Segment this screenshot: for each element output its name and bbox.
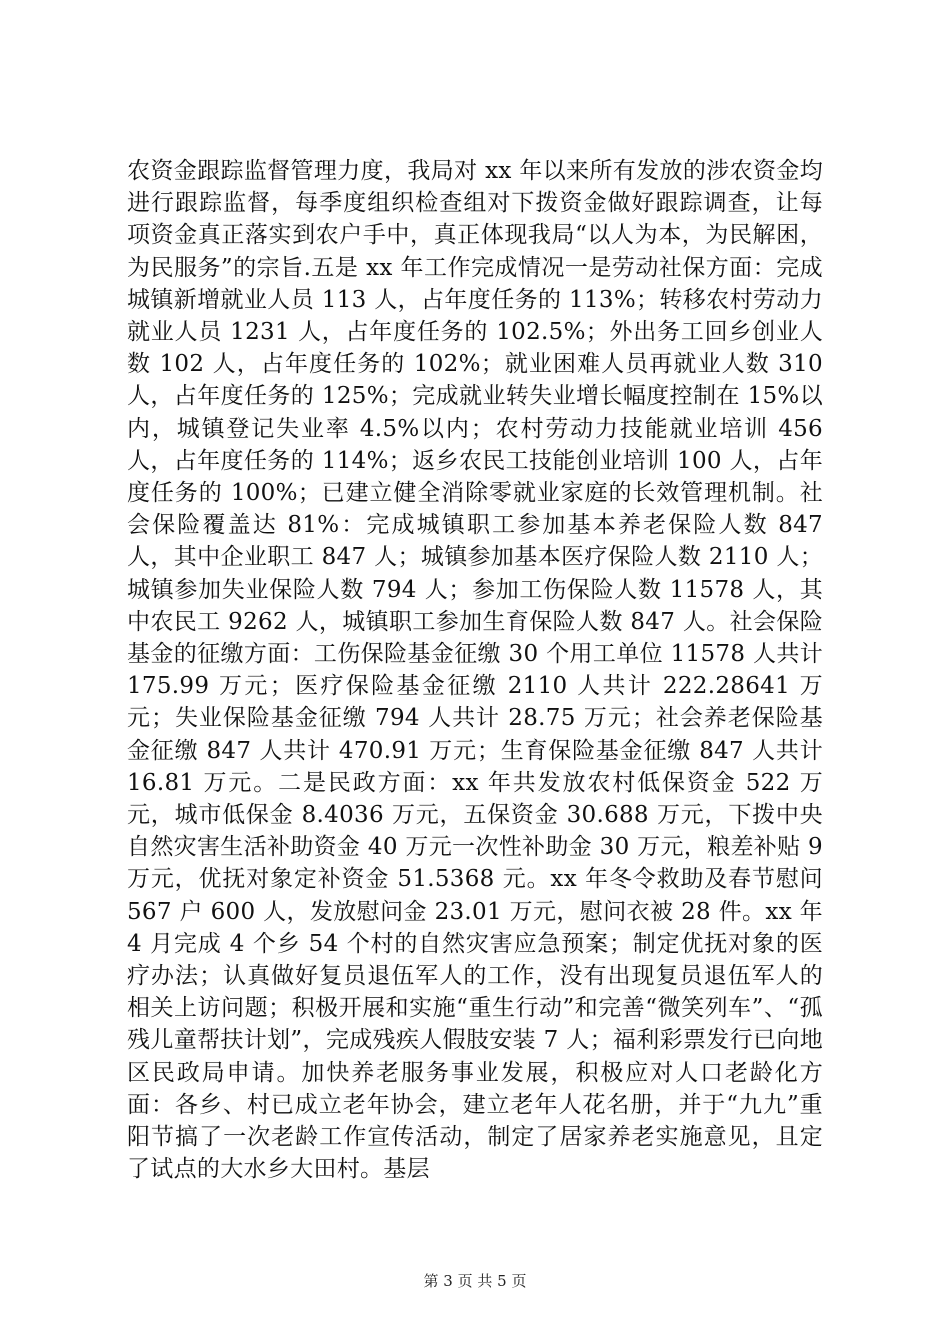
page-footer: 第 3 页 共 5 页 — [423, 1272, 527, 1290]
body-paragraph: 农资金跟踪监督管理力度，我局对 xx 年以来所有发放的涉农资金均进行跟踪监督，每季度组织检查组对下拨资金做好跟踪调查，让每项资金真正落实到农户手中，真正体现我局“以人为本，为民解困，为民服务”的宗旨.五是 xx 年工作完成情况一是劳动社保方面：完成城镇新增就业人员 113 人，占年度任务的 113%；转移农村劳动力就业人员 1231 人，占年度任务的 102.5%；外出务工回乡创业人数 102 人，占年度任务的 102%；就业困难人员再就业人数 310 人，占年度任务的 125%；完成就业转失业增长幅度控制在 15%以内，城镇登记失业率 4.5%以内；农村劳动力技能就业培训 456 人，占年度任务的 114%；返乡农民工技能创业培训 100 人，占年度任务的 100%；已建立健全消除零就业家庭的长效管理机制。社会保险覆盖达 81%：完成城镇职工参加基本养老保险人数 847 人，其中企业职工 847 人；城镇参加基本医疗保险人数 2110 人；城镇参加失业保险人数 794 人；参加工伤保险人数 11578 人，其中农民工 9262 人，城镇职工参加生育保险人数 847 人。社会保险基金的征缴方面：工伤保险基金征缴 30 个用工单位 11578 人共计 175.99 万元；医疗保险基金征缴 2110 人共计 222.28641 万元；失业保险基金征缴 794 人共计 28.75 万元；社会养老保险基金征缴 847 人共计 470.91 万元；生育保险基金征缴 847 人共计 16.81 万元。二是民政方面：xx 年共发放农村低保资金 522 万元，城市低保金 8.4036 万元，五保资金 30.688 万元，下拨中央自然灾害生活补助资金 40 万元一次性补助金 30 万元，粮差补贴 9 万元，优抚对象定补资金 51.5368 元。xx 年冬令救助及春节慰问 567 户 600 人，发放慰问金 23.01 万元，慰问衣被 28 件。xx 年 4 月完成 4 个乡 54 个村的自然灾害应急预案；制定优抚对象的医疗办法；认真做好复员退伍军人的工作，没有出现复员退伍军人的相关上访问题；积极开展和实施“重生行动”和完善“微笑列车”、“孤残儿童帮扶计划”，完成残疾人假肢安装 7 人；福利彩票发行已向地区民政局申请。加快养老服务事业发展，积极应对人口老龄化方面：各乡、村已成立老年协会，建立老年人花名册，并于“九九”重阳节搞了一次老龄工作宣传活动，制定了居家养老实施意见，且定了试点的大水乡大田村。基层 — [127, 158, 823, 1183]
